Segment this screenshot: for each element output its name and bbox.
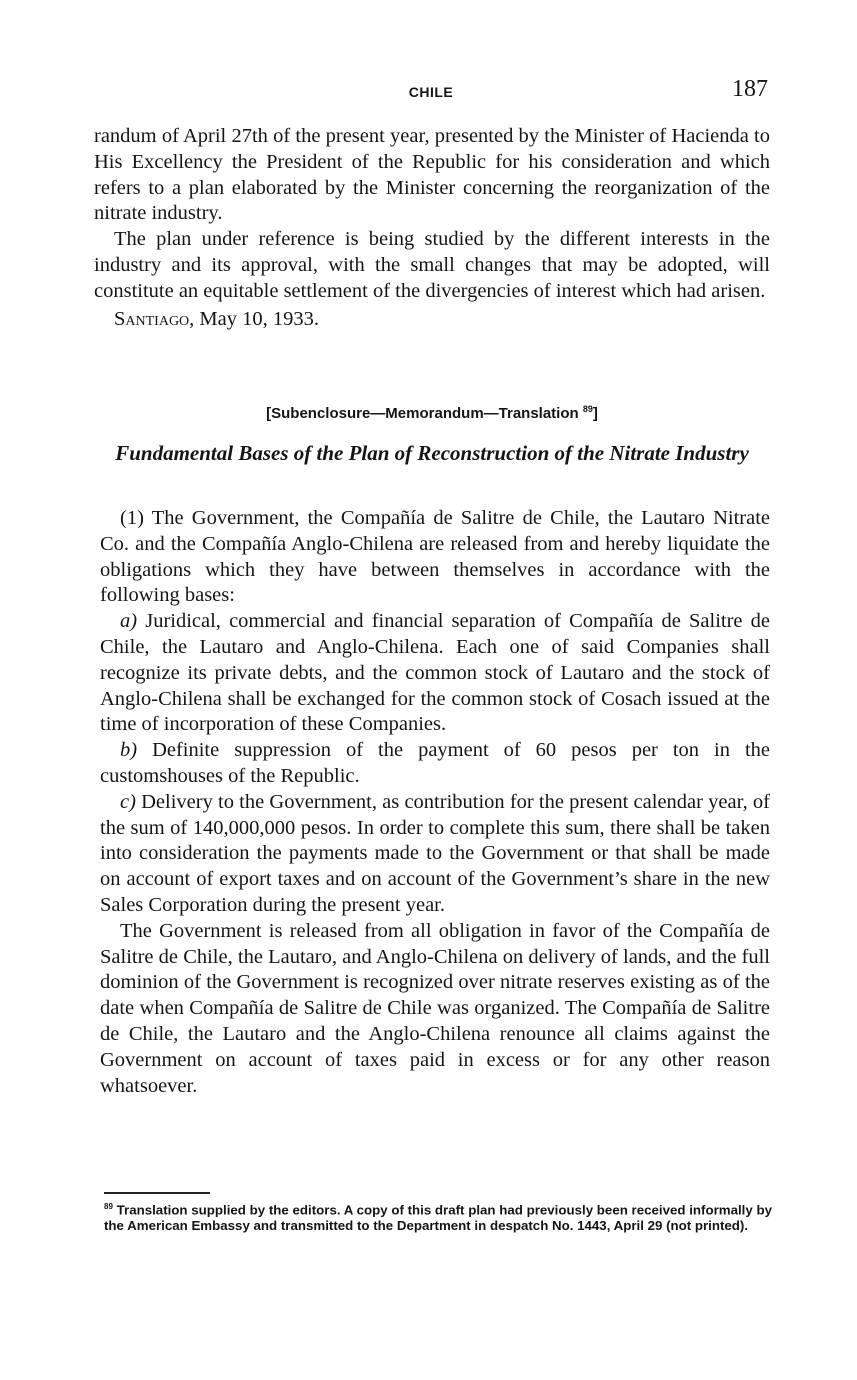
base-item-b: [100, 738, 770, 790]
footnote-divider: [104, 1192, 210, 1194]
bases-section: [100, 506, 770, 1099]
page-number: 187: [732, 76, 768, 102]
base-item-b-text: Definite suppression of the payment of 60 pesos per ton in the customshouses of the Republic.: [100, 739, 770, 787]
paragraph-memorandum-reference: randum of April 27th of the present year, presented by the Minister of Hacienda to His Excellency the President of the Republic for his consideration and which refers to a plan elaborated by the Minister concerning the reorganization of the nitrate industry.: [94, 125, 770, 225]
base-item-a: [100, 609, 770, 738]
subenclosure-label: [Subenclosure—Memorandum—Translation: [266, 405, 579, 422]
signoff: [94, 307, 770, 333]
document-title: Fundamental Bases of the Plan of Reconstruction of the Nitrate Industry: [115, 441, 749, 465]
base-item-c: [100, 790, 770, 919]
letter-continuation: [94, 124, 770, 332]
page-header: [94, 76, 768, 110]
government-release-paragraph: The Government is released from all obligation in favor of the Compañía de Salitre de Chile, the Lautaro, and Anglo-Chilena on delivery of lands, and the full dominion of the Government is recognized over nitrate reserves existing as of the date when Compañía de Salitre de Chile was organized. The Compañía de Salitre de Chile, the Lautaro and the Anglo-Chilena renounce all claims against the Government on account of taxes paid in excess or for any other reason whatsoever.: [100, 919, 770, 1097]
base-item-a-text: Juridical, commercial and financial separation of Compañía de Salitre de Chile, the Lautaro and Anglo-Chilena. Each one of said Companies shall recognize its private debts, and the common stock of Lautaro and the stock of Anglo-Chilena shall be exchanged for the common stock of Cosach issued at the time of incorporation of these Companies.: [100, 610, 770, 736]
paragraph-plan-study: The plan under reference is being studied by the different interests in the industry and its approval, with the small changes that may be adopted, will constitute an equitable settlement of the divergencies of interest which had arisen.: [94, 228, 770, 302]
running-title: CHILE: [408, 84, 454, 100]
signoff-date: May 10, 1933.: [199, 307, 319, 330]
subenclosure-close: ]: [592, 405, 598, 422]
footnote-text: Translation supplied by the editors. A copy of this draft plan had previously been received informally by the American Embassy and transmitted to the Department in despatch No. 1443, April 29 (not printed).: [104, 1202, 772, 1234]
base-item-c-label: c): [120, 790, 136, 813]
footnote-mark: 89: [104, 1202, 113, 1211]
footnote: [104, 1199, 772, 1234]
footnote-reference: 89: [582, 404, 593, 414]
base-item-b-label: b): [120, 739, 138, 762]
subenclosure-heading: [94, 404, 770, 422]
base-item-c-text: Delivery to the Government, as contribution for the present calendar year, of the sum of 140,000,000 pesos. In order to complete this sum, there shall be taken into consideration the payments made to the Government or that shall be made on account of export taxes and on account of the Government’s share in the new Sales Corporation during the present year.: [100, 790, 770, 916]
base-item-a-label: a): [120, 610, 138, 633]
signoff-place: Santiago,: [114, 307, 195, 330]
bases-intro: (1) The Government, the Compañía de Salitre de Chile, the Lautaro Nitrate Co. and the Compañía Anglo-Chilena are released from and hereby liquidate the obligations which they have between themselves in accordance with the following bases:: [100, 507, 770, 607]
